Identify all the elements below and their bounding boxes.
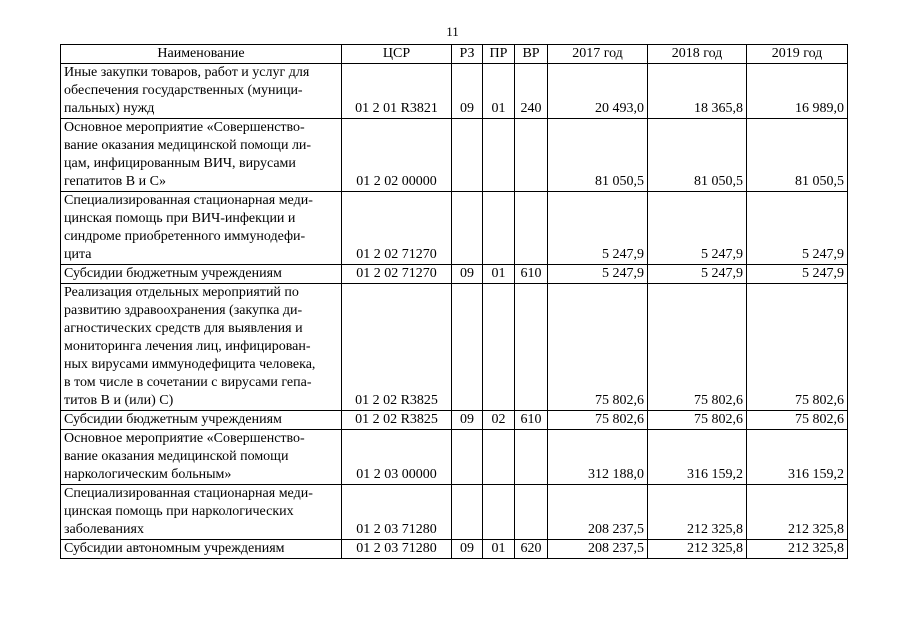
row-pr: [483, 119, 515, 192]
header-rz: РЗ: [452, 45, 483, 64]
row-2019: 16 989,0: [747, 64, 848, 119]
row-2018: 81 050,5: [648, 119, 747, 192]
row-name: Специализированная стационарная меди- цинская помощь при наркологических заболеваниях: [61, 485, 342, 540]
row-pr: 02: [483, 411, 515, 430]
row-csr: 01 2 03 71280: [342, 485, 452, 540]
row-name: Субсидии бюджетным учреждениям: [61, 265, 342, 284]
row-2018: 75 802,6: [648, 284, 747, 411]
row-vr: [515, 430, 548, 485]
table-row: [61, 192, 848, 265]
row-pr: 01: [483, 64, 515, 119]
header-name: Наименование: [61, 45, 342, 64]
table-row: [61, 411, 848, 430]
row-2018: 5 247,9: [648, 192, 747, 265]
row-csr: 01 2 02 R3825: [342, 284, 452, 411]
row-rz: [452, 119, 483, 192]
row-2019: 81 050,5: [747, 119, 848, 192]
table-row: [61, 540, 848, 559]
row-2017: 312 188,0: [548, 430, 648, 485]
row-2018: 5 247,9: [648, 265, 747, 284]
row-rz: 09: [452, 265, 483, 284]
row-csr: 01 2 02 71270: [342, 265, 452, 284]
row-2017: 20 493,0: [548, 64, 648, 119]
row-2017: 5 247,9: [548, 192, 648, 265]
row-rz: [452, 430, 483, 485]
table-row: [61, 485, 848, 540]
header-csr: ЦСР: [342, 45, 452, 64]
table-row: [61, 64, 848, 119]
row-vr: [515, 119, 548, 192]
row-2018: 316 159,2: [648, 430, 747, 485]
row-vr: 620: [515, 540, 548, 559]
row-pr: 01: [483, 540, 515, 559]
row-pr: [483, 284, 515, 411]
row-2018: 212 325,8: [648, 485, 747, 540]
row-2017: 75 802,6: [548, 411, 648, 430]
row-2019: 75 802,6: [747, 284, 848, 411]
row-rz: [452, 284, 483, 411]
header-2017: 2017 год: [548, 45, 648, 64]
row-vr: 610: [515, 411, 548, 430]
row-rz: 09: [452, 540, 483, 559]
row-csr: 01 2 03 71280: [342, 540, 452, 559]
row-csr: 01 2 02 71270: [342, 192, 452, 265]
row-csr: 01 2 02 00000: [342, 119, 452, 192]
row-pr: [483, 192, 515, 265]
table-row: [61, 284, 848, 411]
row-2019: 212 325,8: [747, 485, 848, 540]
row-2019: 5 247,9: [747, 192, 848, 265]
table-row: [61, 430, 848, 485]
row-name: Субсидии бюджетным учреждениям: [61, 411, 342, 430]
row-vr: [515, 192, 548, 265]
row-name: Основное мероприятие «Совершенство- вание оказания медицинской помощи наркологическим больным»: [61, 430, 342, 485]
row-rz: [452, 485, 483, 540]
budget-table: [60, 44, 848, 559]
table-header-row: [61, 45, 848, 64]
row-name: Специализированная стационарная меди- цинская помощь при ВИЧ-инфекции и синдроме приобретенного иммунодефи- цита: [61, 192, 342, 265]
row-csr: 01 2 02 R3825: [342, 411, 452, 430]
row-name: Основное мероприятие «Совершенство- вание оказания медицинской помощи ли- цам, инфицированным ВИЧ, вирусами гепатитов В и С»: [61, 119, 342, 192]
row-2018: 212 325,8: [648, 540, 747, 559]
row-rz: [452, 192, 483, 265]
row-2019: 212 325,8: [747, 540, 848, 559]
row-2019: 75 802,6: [747, 411, 848, 430]
row-vr: [515, 284, 548, 411]
row-2017: 208 237,5: [548, 485, 648, 540]
row-csr: 01 2 03 00000: [342, 430, 452, 485]
page-number: 11: [446, 24, 459, 39]
row-name: Субсидии автономным учреждениям: [61, 540, 342, 559]
row-rz: 09: [452, 64, 483, 119]
row-vr: 610: [515, 265, 548, 284]
header-vr: ВР: [515, 45, 548, 64]
row-vr: 240: [515, 64, 548, 119]
row-vr: [515, 485, 548, 540]
row-2018: 18 365,8: [648, 64, 747, 119]
row-2017: 5 247,9: [548, 265, 648, 284]
header-2019: 2019 год: [747, 45, 848, 64]
header-pr: ПР: [483, 45, 515, 64]
row-rz: 09: [452, 411, 483, 430]
row-2017: 81 050,5: [548, 119, 648, 192]
row-name: Реализация отдельных мероприятий по развитию здравоохранения (закупка ди- агностических средств для выявления и мониторинга лечения лиц, инфицирован- ных вирусами иммунодефицита человека, в том числе в сочетании с вирусами гепа- титов В и (или) С): [61, 284, 342, 411]
table-row: [61, 265, 848, 284]
row-2018: 75 802,6: [648, 411, 747, 430]
row-pr: 01: [483, 265, 515, 284]
row-csr: 01 2 01 R3821: [342, 64, 452, 119]
row-pr: [483, 430, 515, 485]
header-2018: 2018 год: [648, 45, 747, 64]
row-2019: 5 247,9: [747, 265, 848, 284]
row-name: Иные закупки товаров, работ и услуг для обеспечения государственных (муници- пальных) нужд: [61, 64, 342, 119]
row-2019: 316 159,2: [747, 430, 848, 485]
row-2017: 208 237,5: [548, 540, 648, 559]
row-2017: 75 802,6: [548, 284, 648, 411]
row-pr: [483, 485, 515, 540]
table-row: [61, 119, 848, 192]
